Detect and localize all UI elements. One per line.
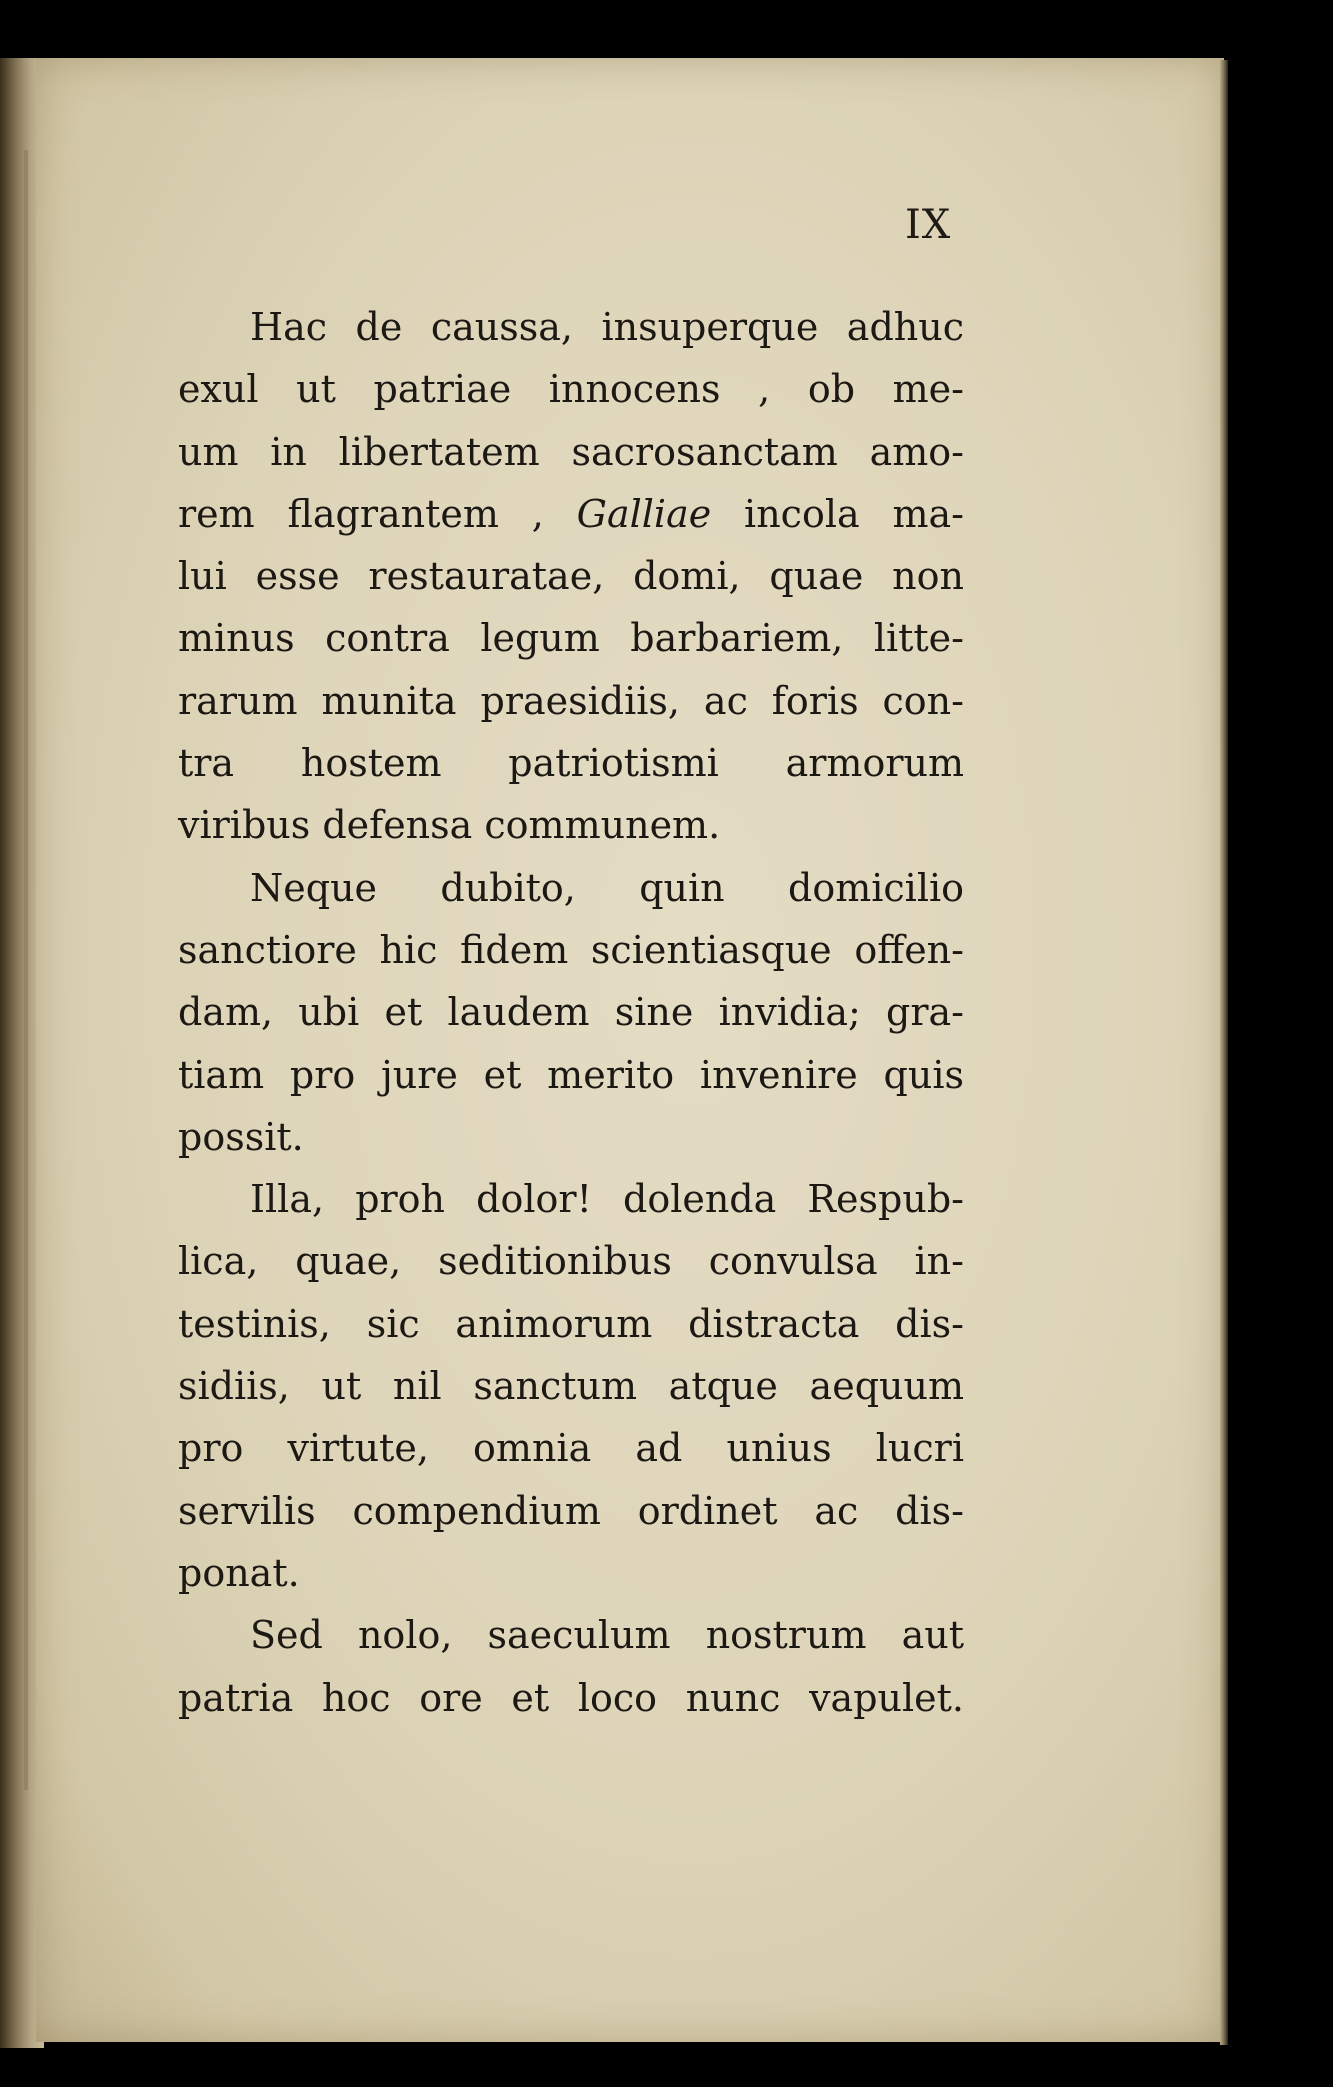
body-text bbox=[178, 296, 964, 1729]
text-line: Sed nolo, saeculum nostrum aut bbox=[250, 1613, 964, 1658]
text-segment: incola ma- bbox=[711, 491, 964, 536]
text-line: exul ut patriae innocens , ob me- bbox=[178, 367, 964, 412]
text-line: minus contra legum barbariem, litte- bbox=[178, 616, 964, 661]
text-line: possit. bbox=[178, 1114, 304, 1159]
text-line: patria hoc ore et loco nunc vapulet. bbox=[178, 1675, 964, 1720]
text-line: lui esse restauratae, domi, quae non bbox=[178, 554, 964, 599]
italic-word: Galliae bbox=[576, 491, 712, 536]
text-line: ponat. bbox=[178, 1550, 300, 1595]
text-line: Neque dubito, quin domicilio bbox=[250, 865, 964, 910]
text-line: sanctiore hic fidem scientiasque offen- bbox=[178, 927, 964, 972]
text-line: Hac de caussa, insuperque adhuc bbox=[250, 305, 964, 349]
page-edge bbox=[1220, 60, 1228, 2045]
text-line: testinis, sic animorum distracta dis- bbox=[178, 1301, 964, 1346]
text-segment: rem flagrantem , bbox=[178, 491, 577, 536]
text-line: pro virtute, omnia ad unius lucri bbox=[178, 1426, 964, 1471]
text-line: tra hostem patriotismi armorum bbox=[178, 741, 964, 786]
text-line bbox=[178, 483, 964, 545]
text-line: viribus defensa communem. bbox=[178, 803, 721, 848]
text-line: servilis compendium ordinet ac dis- bbox=[178, 1488, 964, 1533]
binding-thread bbox=[24, 150, 28, 1790]
page-number: IX bbox=[905, 202, 952, 248]
text-line: sidiis, ut nil sanctum atque aequum bbox=[178, 1364, 964, 1409]
text-line: tiam pro jure et merito invenire quis bbox=[178, 1052, 964, 1097]
text-line: Illa, proh dolor! dolenda Respub- bbox=[250, 1177, 964, 1222]
text-line: lica, quae, seditionibus convulsa in- bbox=[178, 1239, 964, 1284]
text-line: dam, ubi et laudem sine invidia; gra- bbox=[178, 990, 964, 1035]
text-line: rarum munita praesidiis, ac foris con- bbox=[178, 678, 964, 723]
text-line: um in libertatem sacrosanctam amo- bbox=[178, 429, 964, 474]
